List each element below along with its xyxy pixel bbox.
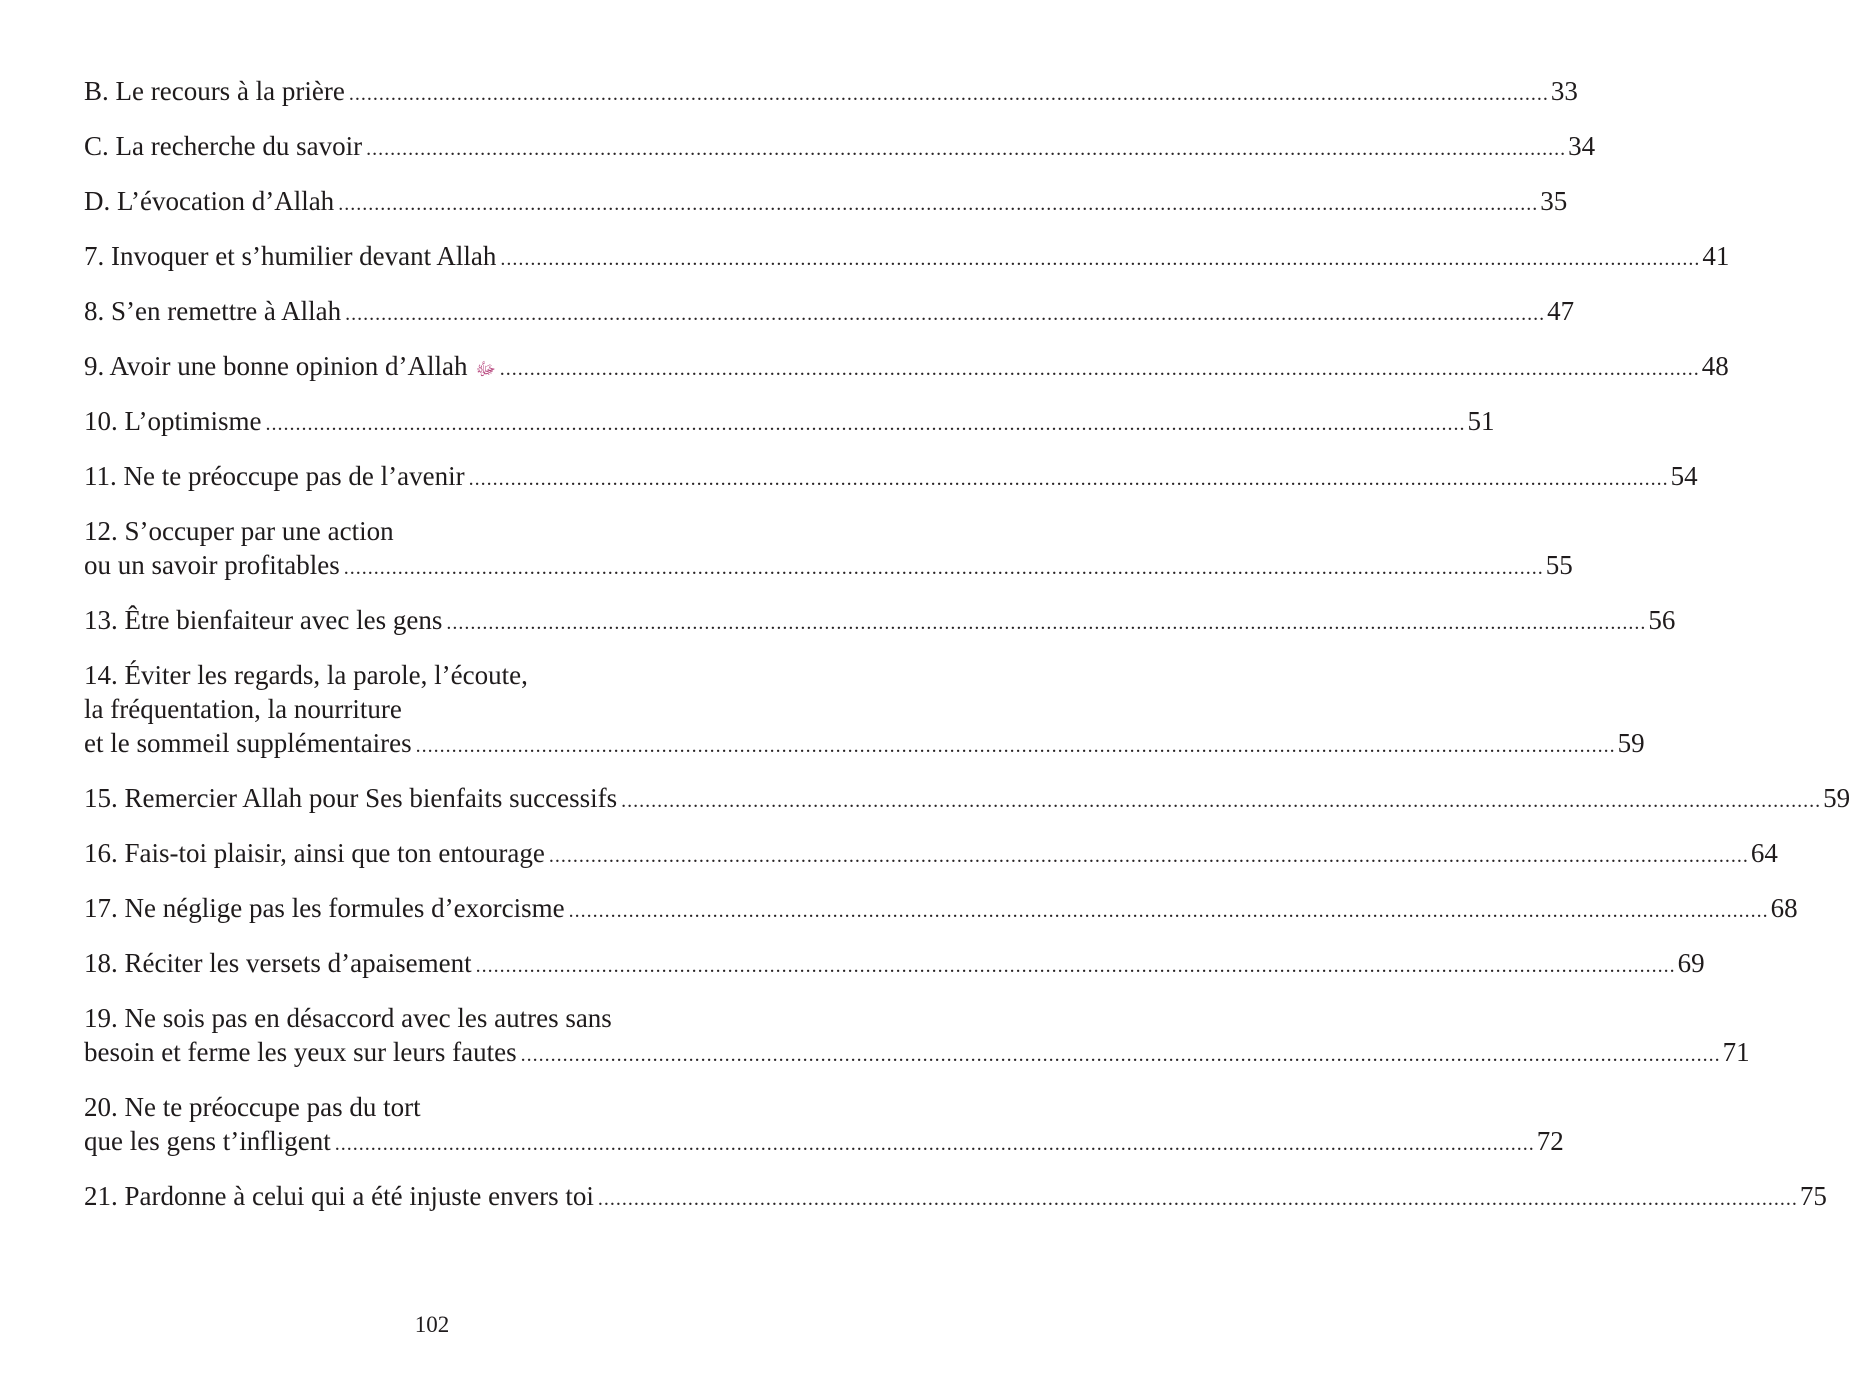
dot-leader: ........................................................................................................................................................................................................ (343, 557, 1544, 579)
toc-entry-title-line: D. L’évocation d’Allah (84, 186, 335, 216)
toc-entry-page-number: 33 (1550, 76, 1578, 106)
toc-entry-last-line (84, 781, 1850, 818)
toc-entry-title-line: 7. Invoquer et s’humilier devant Allah (84, 241, 497, 271)
toc-entry (84, 129, 1596, 166)
dot-leader: ........................................................................................................................................................................................................ (446, 612, 1647, 634)
toc-entry-title-line: la fréquentation, la nourriture (84, 694, 402, 724)
toc-entry-page-number: 34 (1568, 131, 1596, 161)
toc-entry-page-number: 47 (1547, 296, 1575, 326)
toc-entry-title-line: 21. Pardonne à celui qui a été injuste envers toi (84, 1181, 594, 1211)
toc-entry-last-line (84, 1124, 1564, 1161)
toc-entry (84, 459, 1698, 496)
toc-entry (84, 514, 1573, 585)
toc-entry (84, 184, 1568, 221)
toc-entry-page-number: 41 (1702, 241, 1730, 271)
toc-entry-page-number: 75 (1799, 1181, 1827, 1211)
toc-entry-title-line: 8. S’en remettre à Allah (84, 296, 342, 326)
toc-entry-title-line: 14. Éviter les regards, la parole, l’écoute, (84, 660, 528, 690)
toc-entry-title-line: besoin et ferme les yeux sur leurs fautes (84, 1037, 517, 1067)
toc-entry-last-line (84, 184, 1568, 221)
toc-entry-last-line (84, 129, 1596, 166)
toc-entry (84, 781, 1850, 818)
toc-entry-last-line (84, 1179, 1827, 1216)
toc-entry-last-line (84, 1035, 1750, 1072)
dot-leader: ........................................................................................................................................................................................................ (520, 1044, 1721, 1066)
toc-entry-title-line: 11. Ne te préoccupe pas de l’avenir (84, 461, 465, 491)
toc-entry-page-number: 56 (1648, 605, 1676, 635)
toc-entry-page-number: 72 (1536, 1126, 1564, 1156)
toc-entry-title-line: B. Le recours à la prière (84, 76, 345, 106)
dot-leader: ........................................................................................................................................................................................................ (265, 413, 1466, 435)
toc-entry (84, 239, 1730, 276)
toc-entry-last-line (84, 404, 1495, 441)
toc-entry (84, 836, 1778, 873)
dot-leader: ........................................................................................................................................................................................................ (568, 900, 1769, 922)
toc-entry-page-number: 48 (1701, 351, 1729, 381)
dot-leader: ........................................................................................................................................................................................................ (475, 955, 1676, 977)
page-number: 102 (414, 1312, 450, 1337)
toc-entry-last-line (84, 891, 1798, 928)
toc-entry-title-line: 13. Être bienfaiteur avec les gens (84, 605, 443, 635)
toc-entry-title-line: 15. Remercier Allah pour Ses bienfaits successifs (84, 783, 618, 813)
toc-entry-last-line (84, 349, 1729, 386)
toc-entry (84, 891, 1798, 928)
dot-leader: ........................................................................................................................................................................................................ (334, 1133, 1535, 1155)
toc-entry-last-line (84, 726, 1645, 763)
toc-entry-title-line: 18. Réciter les versets d’apaisement (84, 948, 472, 978)
toc-entry (84, 74, 1578, 111)
toc-entry (84, 294, 1575, 331)
toc-entry-page-number: 59 (1823, 783, 1850, 813)
toc-entry (84, 1179, 1827, 1216)
dot-leader: ........................................................................................................................................................................................................ (500, 248, 1701, 270)
toc-entry-title-line: ou un savoir profitables (84, 550, 340, 580)
toc-entry-last-line (84, 239, 1730, 276)
toc-entry-last-line (84, 603, 1676, 640)
toc-entry (84, 658, 1645, 763)
toc-entry-title-line: C. La recherche du savoir (84, 131, 363, 161)
toc-entry-title-line: 16. Fais-toi plaisir, ainsi que ton entourage (84, 838, 545, 868)
toc-entry-title-line: 20. Ne te préoccupe pas du tort (84, 1092, 421, 1122)
toc-entry-title-line: 19. Ne sois pas en désaccord avec les autres sans (84, 1003, 612, 1033)
toc-entry-page-number: 54 (1670, 461, 1698, 491)
table-of-contents (84, 74, 1850, 1234)
toc-entry (84, 1001, 1750, 1072)
toc-entry-last-line (84, 548, 1573, 585)
dot-leader: ........................................................................................................................................................................................................ (366, 138, 1567, 160)
toc-entry-page-number: 51 (1467, 406, 1495, 436)
dot-leader: ........................................................................................................................................................................................................ (348, 83, 1549, 105)
toc-entry-title-line: 10. L’optimisme (84, 406, 262, 436)
toc-entry-page-number: 71 (1722, 1037, 1750, 1067)
dot-leader: ........................................................................................................................................................................................................ (597, 1188, 1798, 1210)
toc-entry-title-line: 9. Avoir une bonne opinion d’Allah (84, 351, 468, 381)
dot-leader: ........................................................................................................................................................................................................ (621, 790, 1822, 812)
dot-leader: ........................................................................................................................................................................................................ (548, 845, 1749, 867)
toc-entry-last-line (84, 294, 1575, 331)
toc-entry-page-number: 35 (1540, 186, 1568, 216)
toc-entry (84, 1090, 1564, 1161)
dot-leader: ........................................................................................................................................................................................................ (338, 193, 1539, 215)
toc-entry-last-line (84, 459, 1698, 496)
toc-entry-last-line (84, 74, 1578, 111)
toc-entry-last-line (84, 836, 1778, 873)
toc-entry-title-line: que les gens t’infligent (84, 1126, 331, 1156)
toc-entry-title-line: et le sommeil supplémentaires (84, 728, 412, 758)
toc-entry-page-number: 68 (1770, 893, 1798, 923)
toc-entry-title-line: 17. Ne néglige pas les formules d’exorcisme (84, 893, 565, 923)
dot-leader: ........................................................................................................................................................................................................ (499, 358, 1700, 380)
toc-entry (84, 946, 1705, 983)
toc-entry-title-line: 12. S’occuper par une action (84, 516, 394, 546)
toc-entry-page-number: 69 (1677, 948, 1705, 978)
toc-entry (84, 404, 1495, 441)
dot-leader: ........................................................................................................................................................................................................ (345, 303, 1546, 325)
toc-entry-page-number: 59 (1617, 728, 1645, 758)
dot-leader: ........................................................................................................................................................................................................ (468, 468, 1669, 490)
toc-entry-page-number: 64 (1750, 838, 1778, 868)
honorific-glyph-icon: ﷻ (475, 359, 496, 379)
toc-entry (84, 349, 1729, 386)
dot-leader: ........................................................................................................................................................................................................ (415, 735, 1616, 757)
toc-entry (84, 603, 1676, 640)
toc-entry-last-line (84, 946, 1705, 983)
toc-entry-page-number: 55 (1545, 550, 1573, 580)
